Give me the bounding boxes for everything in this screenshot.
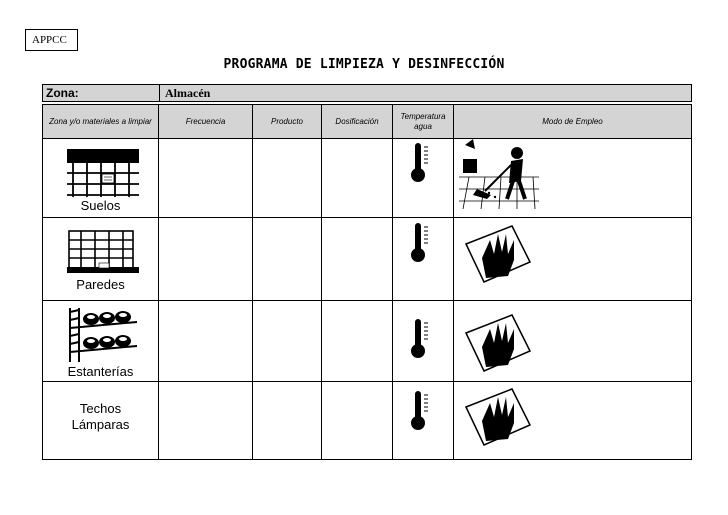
header-frequency: Frecuencia [159,105,252,139]
thermometer-icon [410,223,432,263]
zone-label: Zona: [43,85,160,101]
row-label-suelos: Suelos [80,198,121,213]
mopping-person-icon [459,139,539,209]
wall-tiles-icon [67,229,139,275]
row-label-techos-lamparas: Techos Lámparas [71,401,130,432]
glove-cloth-icon [464,387,532,447]
header-temperature: Temperatura agua [393,105,453,139]
header-product: Producto [253,105,321,139]
thermometer-icon [410,391,432,431]
appcc-badge: APPCC [25,29,78,51]
zone-row [42,84,692,102]
glove-cloth-icon [464,224,532,284]
row-label-estanterias: Estanterías [67,364,134,379]
thermometer-icon [410,143,432,183]
shelves-icon [67,308,139,362]
page-title: PROGRAMA DE LIMPIEZA Y DESINFECCIÓN [223,57,505,72]
floor-tiles-icon [67,149,139,199]
zone-value: Almacén [165,86,211,100]
header-usage: Modo de Empleo [454,105,691,139]
thermometer-icon [410,319,432,359]
cleaning-table [42,104,692,460]
glove-cloth-icon [464,313,532,373]
header-zone-materials: Zona y/o materiales a limpiar [43,105,158,139]
row-label-paredes: Paredes [76,277,125,292]
header-dosage: Dosificación [322,105,392,139]
